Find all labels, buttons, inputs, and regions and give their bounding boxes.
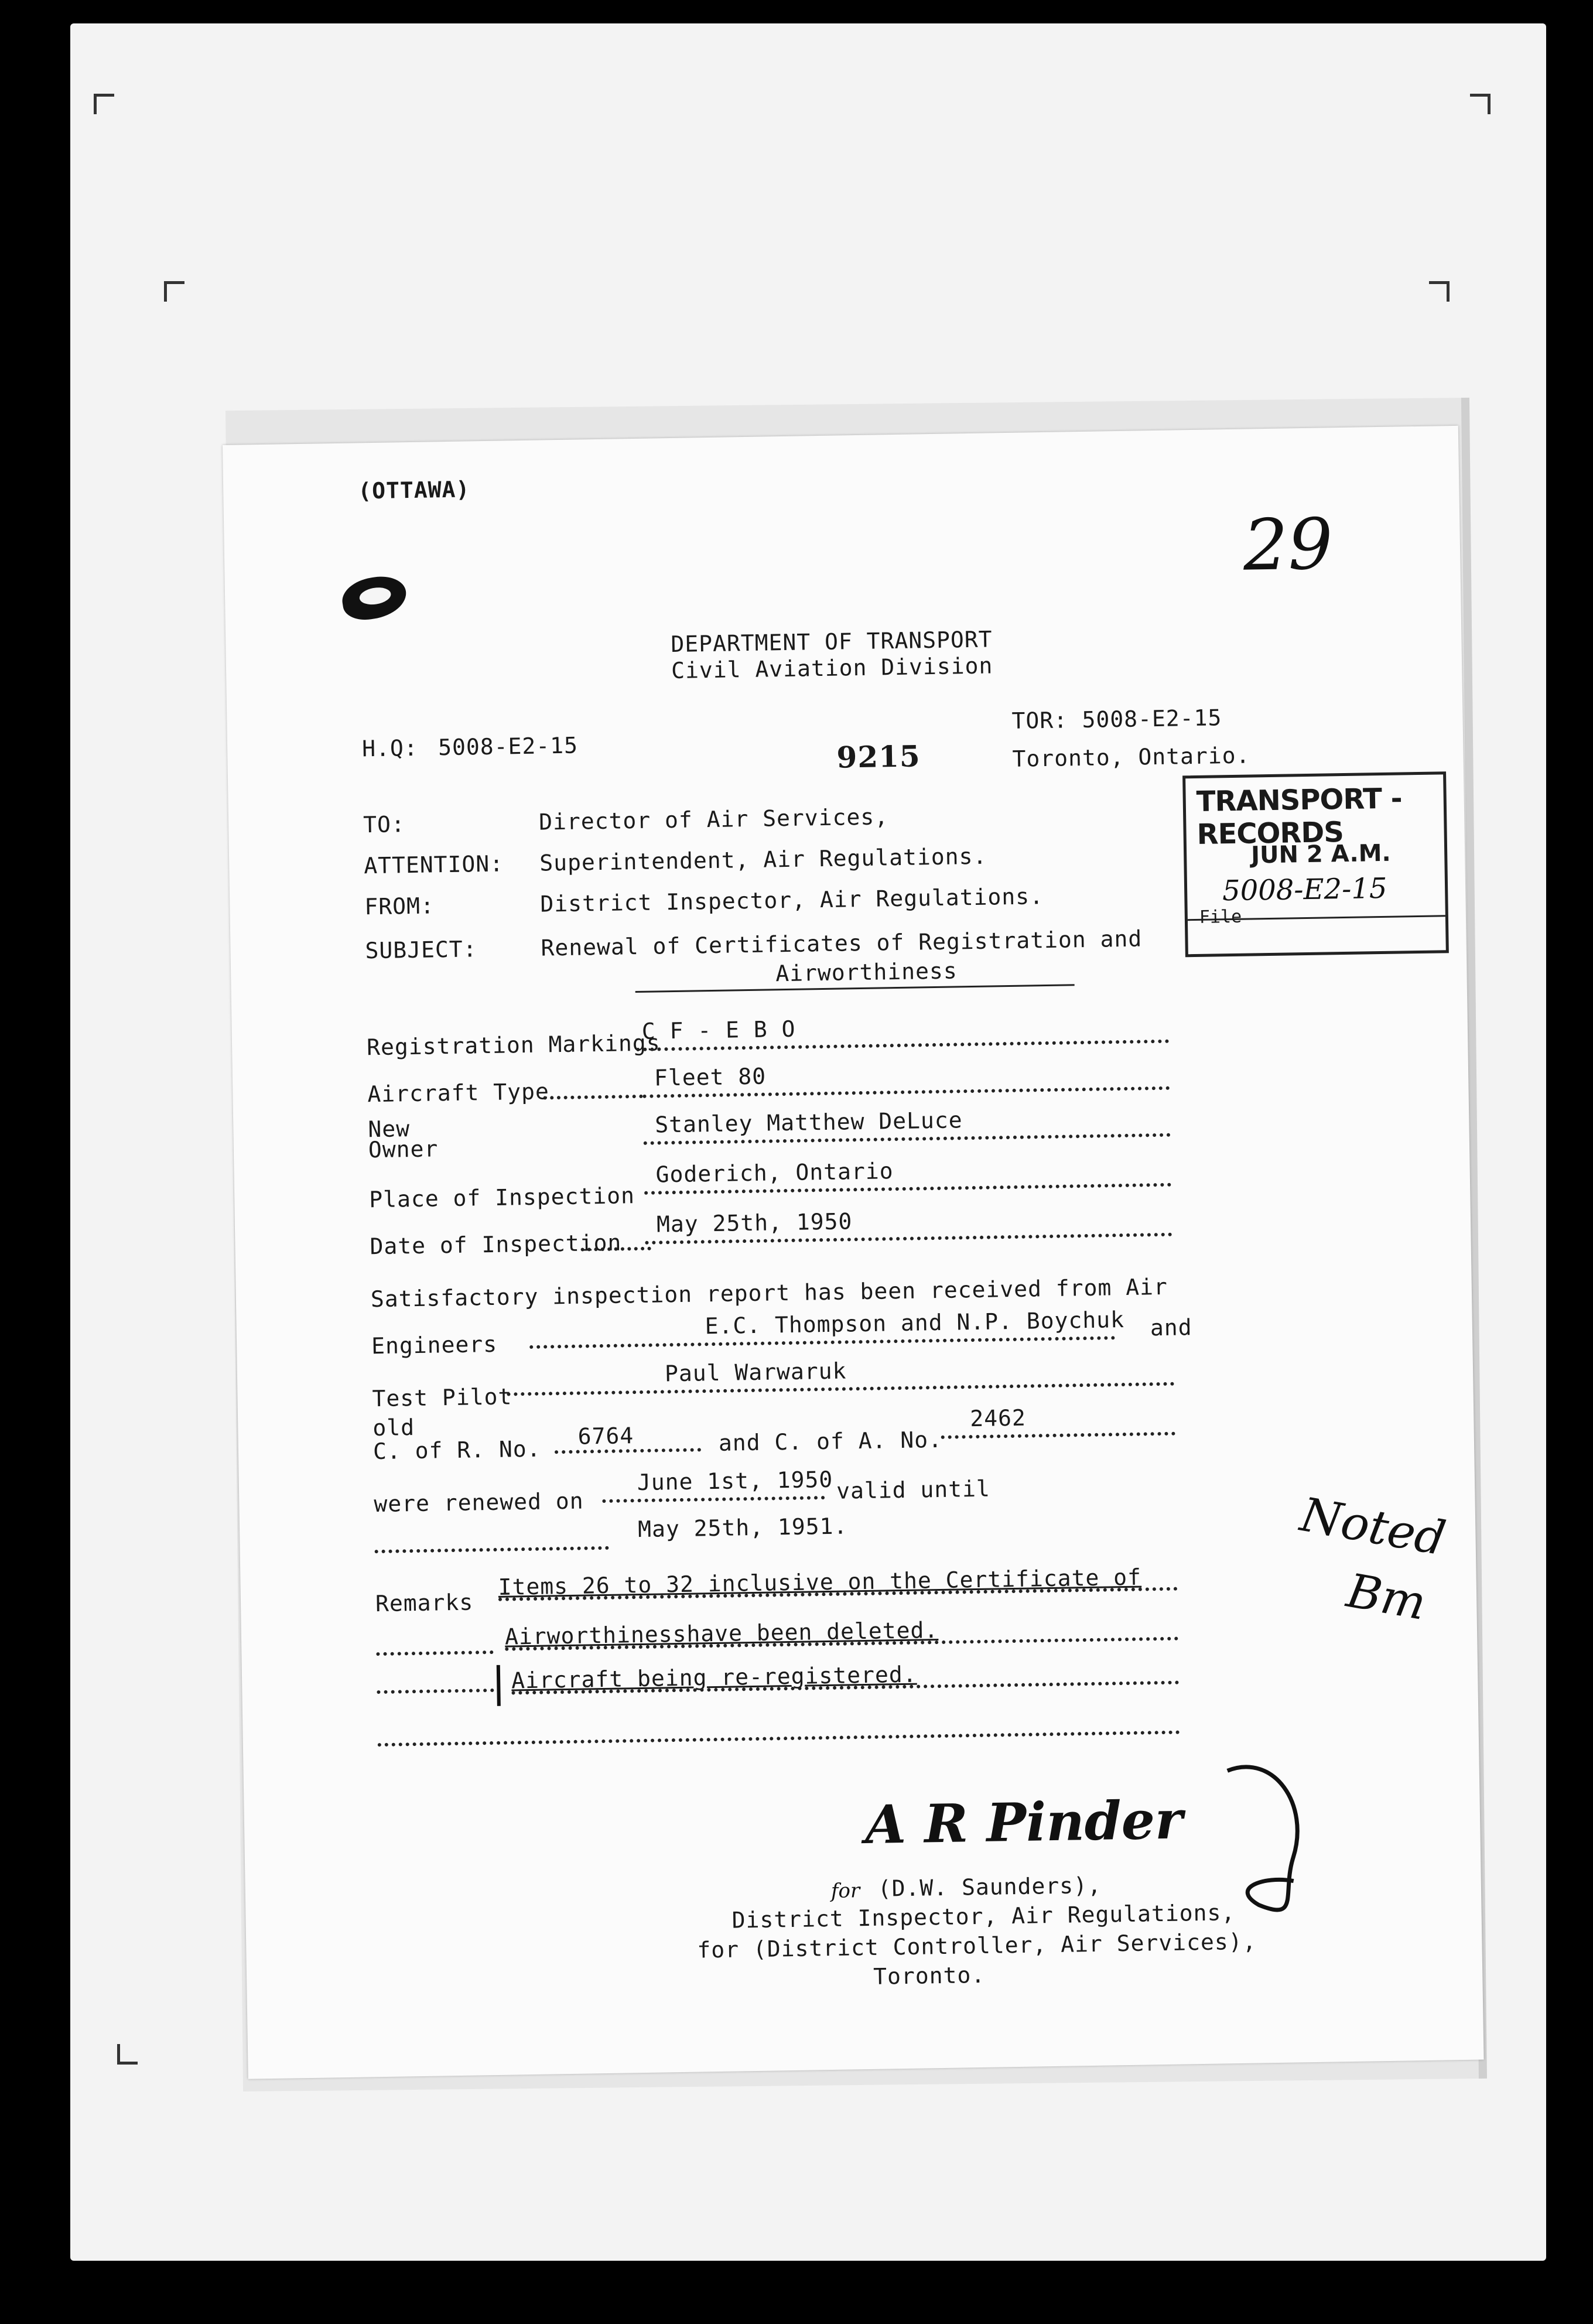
tor-label: TOR: (1011, 707, 1068, 734)
margin-bar (497, 1665, 501, 1706)
handwritten-loop-mark (1204, 1758, 1324, 1935)
records-stamp (1182, 771, 1449, 957)
subject-label: SUBJECT: (365, 936, 477, 964)
renewed-value: June 1st, 1950 (637, 1466, 833, 1496)
remark-line3: Aircraft being re-registered. (511, 1661, 917, 1694)
satisfactory-text: Satisfactory inspection report has been received from Air (370, 1273, 1168, 1313)
document-page (223, 426, 1484, 2079)
document-number: 9215 (836, 739, 921, 775)
from-label: FROM: (364, 893, 435, 920)
cofr-label: C. of R. No. (372, 1436, 541, 1465)
tor-file-number: 5008-E2-15 (1082, 705, 1222, 733)
remarks-label: Remarks (375, 1589, 474, 1617)
attention-label: ATTENTION: (363, 850, 504, 879)
signatory-title: District Inspector, Air Regulations, (731, 1899, 1236, 1933)
crop-mark (117, 2044, 138, 2065)
signatory-for-line: for (District Controller, Air Services), (697, 1928, 1257, 1963)
stamp-date: JUN 2 A.M. (1250, 839, 1391, 869)
signature: A R Pinder (864, 1789, 1184, 1857)
crop-mark (94, 94, 114, 114)
owner-value: Stanley Matthew DeLuce (654, 1107, 963, 1138)
test-pilot-label: Test Pilot (372, 1383, 512, 1412)
valid-label: valid until (836, 1475, 991, 1504)
division-title: Civil Aviation Division (671, 652, 993, 684)
cofa-label: and C. of A. No. (718, 1426, 943, 1456)
signatory-name: (D.W. Saunders), (877, 1872, 1102, 1902)
to-label: TO: (363, 811, 406, 838)
subject-line1: Renewal of Certificates of Registration and (541, 925, 1143, 961)
and-text: and (1150, 1314, 1192, 1341)
cofa-value: 2462 (969, 1404, 1027, 1432)
punch-hole (339, 573, 409, 623)
engineers-value: E.C. Thompson and N.P. Boychuk (705, 1306, 1125, 1339)
crop-mark (164, 281, 184, 302)
signatory-city: Toronto. (873, 1961, 986, 1990)
crop-mark (1470, 94, 1491, 114)
stamp-file-label: File (1199, 906, 1242, 928)
remark-line1: Items 26 to 32 inclusive on the Certificate of (498, 1564, 1142, 1600)
place-value: Goderich, Ontario (655, 1158, 894, 1188)
date-value: May 25th, 1950 (656, 1208, 853, 1238)
valid-until-value: May 25th, 1951. (637, 1513, 848, 1543)
department-title: DEPARTMENT OF TRANSPORT (671, 626, 993, 658)
engineers-label: Engineers (371, 1331, 498, 1359)
owner-label: Owner (368, 1136, 439, 1163)
corner-note: (OTTAWA) (357, 476, 470, 504)
crop-mark (1429, 281, 1450, 302)
stamp-file-handwritten: 5008-E2-15 (1222, 872, 1387, 908)
hq-label: H.Q: (361, 734, 419, 762)
hq-file-number: 5008-E2-15 (437, 732, 579, 761)
aircraft-type-value: Fleet 80 (654, 1063, 767, 1091)
stamp-title: TRANSPORT - RECORDS (1196, 782, 1402, 851)
remark-line2: Airworthinesshave been deleted. (504, 1617, 939, 1650)
owner-prefix: New (368, 1116, 411, 1143)
margin-note-line1: Noted (1296, 1487, 1450, 1566)
place-label: Place of Inspection (368, 1182, 635, 1213)
renewed-label: were renewed on (374, 1488, 584, 1518)
attention-value: Superintendent, Air Regulations. (539, 843, 987, 876)
to-value: Director of Air Services, (538, 804, 889, 835)
aircraft-type-label: Aircraft Type (367, 1078, 550, 1108)
registration-label: Registration Markings (366, 1030, 661, 1061)
old-prefix: old (372, 1414, 415, 1441)
registration-value: C F - E B O (641, 1016, 796, 1044)
subject-line2: Airworthiness (635, 956, 1075, 993)
for-mark: for (830, 1879, 860, 1903)
margin-note-line2: Bm (1342, 1563, 1430, 1631)
cofr-value: 6764 (577, 1423, 634, 1450)
date-label: Date of Inspection (370, 1229, 622, 1260)
from-value: District Inspector, Air Regulations. (540, 883, 1044, 917)
test-pilot-value: Paul Warwaruk (664, 1358, 847, 1387)
page-number: 29 (1242, 504, 1334, 587)
location: Toronto, Ontario. (1012, 742, 1250, 772)
